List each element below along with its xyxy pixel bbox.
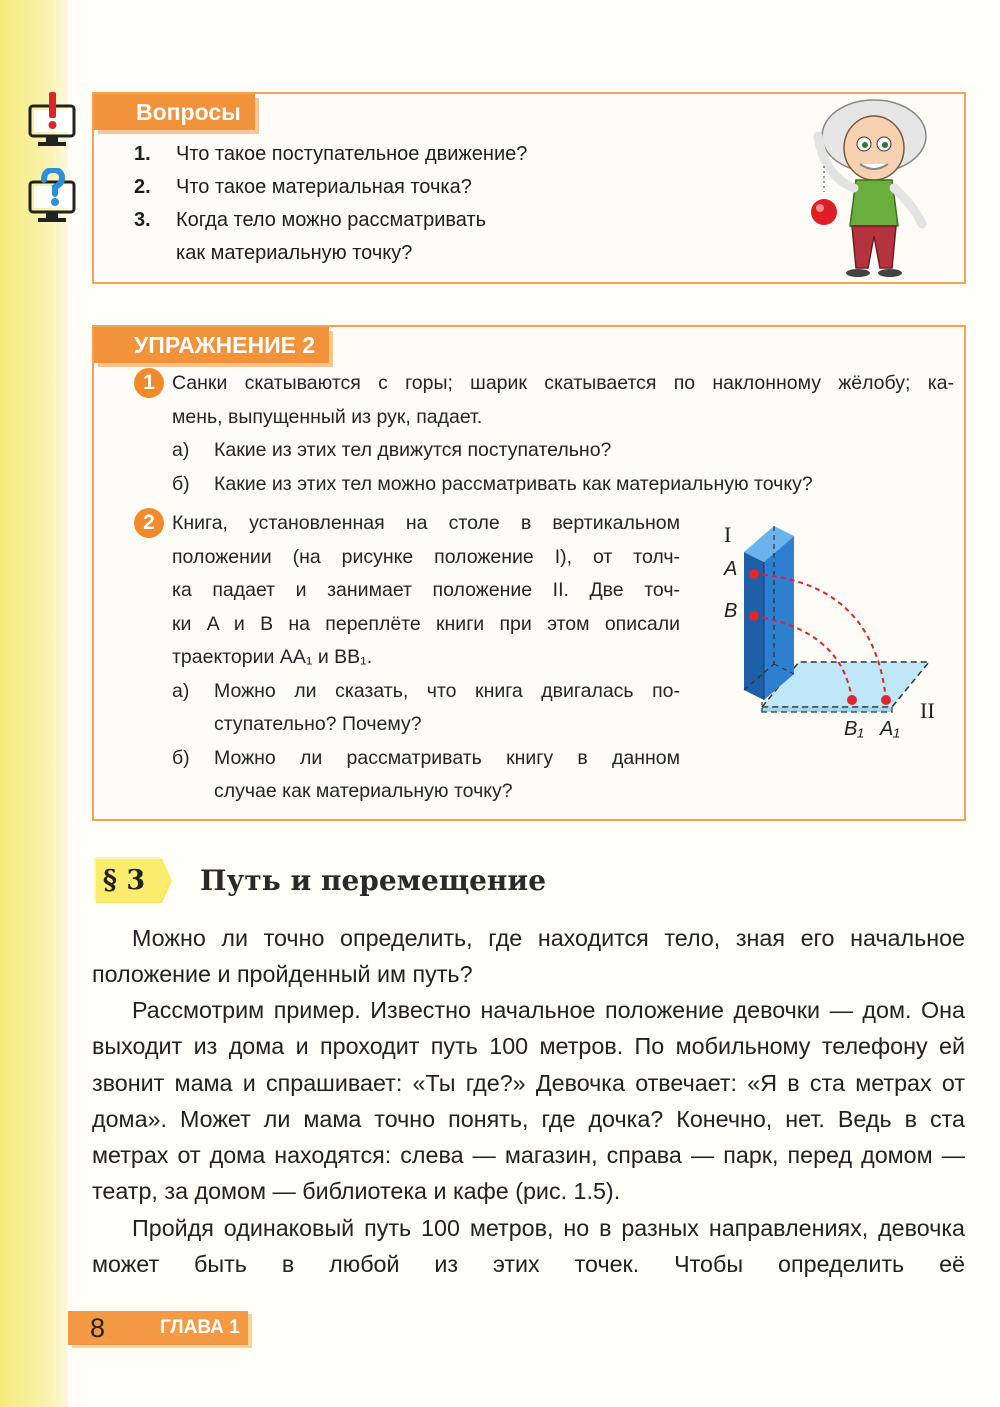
paragraph: Пройдя одинаковый путь 100 метров, но в разных направлениях, девочка может быть в любой из этих точек. Чтобы определить её <box>92 1215 965 1278</box>
position-label: I <box>724 522 732 547</box>
question-text: Что такое поступательное движение? <box>176 143 528 165</box>
subquestion-text: Какие из этих тел можно рассматривать как материальную точку? <box>214 472 813 495</box>
task1-text <box>172 367 954 501</box>
section-title: Путь и перемещение <box>200 864 547 897</box>
subquestion-line: Можно ли сказать, что книга двигалась по- <box>214 679 680 702</box>
list-item <box>134 138 774 171</box>
book-figure <box>714 522 954 752</box>
point-label: A <box>724 558 738 580</box>
subquestion-line: Можно ли рассматривать книгу в данном <box>214 746 680 769</box>
subquestion-letter: б) <box>172 746 190 769</box>
list-item <box>134 171 774 204</box>
chapter-label: ГЛАВА 1 <box>160 1317 240 1338</box>
point-label: A₁ <box>880 718 900 740</box>
position-label: II <box>920 698 935 723</box>
task-number-badge: 2 <box>134 508 164 538</box>
list-item <box>134 204 774 237</box>
paragraph: Рассмотрим пример. Известно начальное положение девочки — дом. Она выходит из дома и проходит путь 100 метров. По мобильному телефону ей звонит мама и спрашивает: «Ты где?» Девочка отвечает: «Я в ста метрах от дома». Может ли мама точно понять, где дочка? Конечно, нет. Ведь в ста метрах от дома находятся: слева — магазин, справа — парк, перед домом — театр, за домом — библиотека и кафе (рис. 1.5). <box>92 997 965 1205</box>
list-item <box>172 434 954 468</box>
subquestion-letter: б) <box>172 472 190 495</box>
monitor-exclamation-icon <box>28 92 78 152</box>
question-number: 2. <box>134 176 151 198</box>
list-item <box>172 468 954 502</box>
questions-label: Вопросы <box>94 94 255 130</box>
point-label: B <box>724 600 738 622</box>
subquestion-letter: а) <box>172 439 190 461</box>
list-item <box>172 742 680 809</box>
task2-text <box>172 507 680 809</box>
section-number: § 3 <box>102 865 146 896</box>
point-label: B₁ <box>844 718 864 740</box>
question-number <box>134 237 176 270</box>
question-text: Когда тело можно рассматривать <box>176 209 487 231</box>
subquestion-text <box>214 675 680 742</box>
task1-line2: мень, выпущенный из рук, падает. <box>172 405 483 428</box>
question-text: как материальную точку? <box>176 242 413 264</box>
subquestion-line: случае как материальную точку? <box>214 780 513 802</box>
task1-line1: Санки скатываются с горы; шарик скатывается по наклонному жёлобу; ка- <box>172 372 954 394</box>
task2-line: ки A и B на переплёте книги при этом описали <box>172 612 680 635</box>
task2-line: траектории AA₁ и BB₁. <box>172 646 373 668</box>
exercise-box <box>92 325 966 821</box>
exercise-label: УПРАЖНЕНИЕ 2 <box>94 327 329 363</box>
list-item <box>134 237 774 270</box>
subquestion-text: Какие из этих тел движутся поступательно? <box>214 439 612 461</box>
task-number-badge: 1 <box>134 368 164 398</box>
question-number: 3. <box>134 209 151 231</box>
page-number: 8 <box>90 1313 106 1343</box>
task2-line: Книга, установленная на столе в вертикальном <box>172 512 680 534</box>
list-item <box>172 675 680 742</box>
questions-list <box>134 138 774 270</box>
subquestion-letter: а) <box>172 679 190 702</box>
questions-box <box>92 92 966 284</box>
question-text: Что такое материальная точка? <box>176 176 472 198</box>
paragraph: Можно ли точно определить, где находится тело, зная его начальное положение и пройденный им путь? <box>92 925 965 988</box>
question-number: 1. <box>134 143 151 165</box>
subquestion-text <box>214 742 680 809</box>
task2-line: ка падает и занимает положение II. Две точ- <box>172 579 680 601</box>
scientist-mascot-icon <box>794 96 964 280</box>
monitor-question-icon <box>28 168 78 228</box>
book-trajectory-diagram <box>714 522 954 752</box>
task2-line: положении (на рисунке положение I), от толч- <box>172 545 680 568</box>
subquestion-line: ступательно? Почему? <box>214 713 422 735</box>
